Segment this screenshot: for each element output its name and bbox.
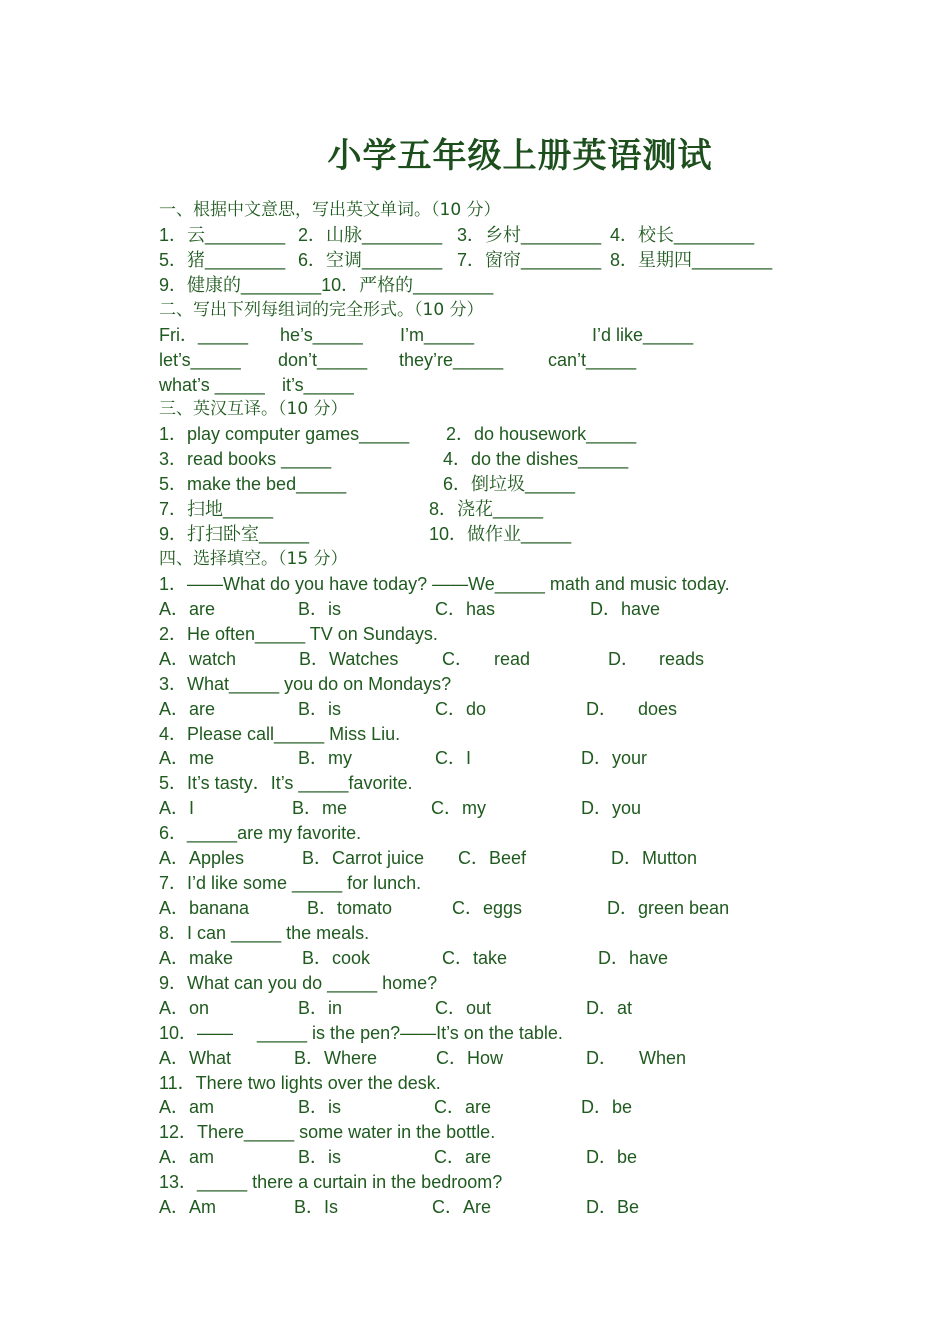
text-segment: D． [586, 1047, 617, 1068]
question-line [0, 746, 950, 771]
section-heading [0, 547, 950, 572]
text-segment: 11．There two lights over the desk. [159, 1072, 441, 1093]
text-segment: 13．_____ there a curtain in the bedroom? [159, 1172, 503, 1193]
question-line [0, 373, 950, 398]
text-segment: When [639, 1047, 687, 1068]
text-segment: A．make [159, 947, 234, 968]
question-line [0, 771, 950, 796]
question-line [0, 871, 950, 896]
question-line [0, 522, 950, 547]
text-segment: A．on [159, 997, 210, 1018]
text-segment: A．am [159, 1097, 215, 1118]
question-line [0, 597, 950, 622]
question-line [0, 896, 950, 921]
question-line [0, 647, 950, 672]
text-segment: 二、写出下列每组词的完全形式。（10 分） [159, 299, 484, 320]
text-segment: they’re_____ [399, 349, 504, 370]
text-segment: C．are [434, 1147, 492, 1168]
text-segment: 6．空调________ [298, 249, 443, 270]
text-segment: 10．—— [159, 1022, 234, 1043]
question-line [0, 722, 950, 747]
text-segment: 6．倒垃圾_____ [443, 474, 576, 495]
question-line [0, 273, 950, 298]
text-segment: 3．乡村________ [457, 224, 602, 245]
text-segment: 2．山脉________ [298, 224, 443, 245]
text-segment: 9．What can you do _____ home? [159, 972, 438, 993]
text-segment: 5．It’s tasty．It’s _____favorite. [159, 773, 413, 794]
text-segment: A．What [159, 1047, 232, 1068]
text-segment: C．eggs [452, 898, 523, 919]
text-segment: B．is [298, 698, 342, 719]
text-segment: A．Apples [159, 848, 245, 869]
question-line [0, 323, 950, 348]
question-line [0, 821, 950, 846]
text-segment: 8．浇花_____ [429, 499, 544, 520]
text-segment: D． [586, 698, 617, 719]
text-segment: does [638, 698, 678, 719]
text-segment: can’t_____ [548, 349, 637, 370]
text-segment: C．my [431, 798, 486, 819]
text-segment: B．Is [294, 1197, 339, 1218]
text-segment: 7．窗帘________ [457, 249, 602, 270]
question-line [0, 672, 950, 697]
text-segment: 1．play computer games_____ [159, 424, 410, 445]
question-line [0, 697, 950, 722]
text-segment: D．green bean [607, 898, 730, 919]
question-line [0, 1170, 950, 1195]
text-segment: 9．打扫卧室_____ [159, 524, 310, 545]
text-segment: 10．做作业_____ [429, 524, 572, 545]
text-segment: B．me [292, 798, 348, 819]
section-heading [0, 198, 950, 223]
question-line [0, 996, 950, 1021]
question-line [0, 1046, 950, 1071]
text-segment: 四、选择填空。（15 分） [159, 549, 348, 570]
question-line [0, 447, 950, 472]
text-segment: Fri．_____ [159, 324, 249, 345]
text-segment: B．in [298, 997, 343, 1018]
question-line [0, 248, 950, 273]
text-segment: 12．There_____ some water in the bottle. [159, 1122, 496, 1143]
question-line [0, 572, 950, 597]
text-segment: A．banana [159, 898, 250, 919]
section-heading [0, 298, 950, 323]
text-segment: C．Are [432, 1197, 492, 1218]
text-segment: C．Beef [458, 848, 527, 869]
text-segment: 8．I can _____ the meals. [159, 922, 370, 943]
text-segment: D．be [586, 1147, 638, 1168]
question-line [0, 971, 950, 996]
page-title: 小学五年级上册英语测试 [327, 136, 713, 176]
text-segment: 4．Please call_____ Miss Liu. [159, 723, 401, 744]
text-segment: B．Watches [299, 648, 399, 669]
text-segment: D．your [581, 748, 648, 769]
text-segment: I’d like_____ [592, 324, 694, 345]
text-segment: _____ is the pen?——It’s on the table. [257, 1022, 563, 1043]
question-line [0, 846, 950, 871]
question-line [0, 223, 950, 248]
question-line [0, 1120, 950, 1145]
text-segment: 9．健康的________10．严格的________ [159, 274, 494, 295]
text-segment: 三、英汉互译。（10 分） [159, 399, 348, 420]
text-segment: B．cook [302, 947, 371, 968]
text-segment: A．I [159, 798, 195, 819]
text-segment: 3．read books _____ [159, 449, 332, 470]
question-line [0, 622, 950, 647]
text-segment: D．Be [586, 1197, 640, 1218]
text-segment: C． [442, 648, 473, 669]
text-segment: what’s _____ [159, 374, 265, 395]
text-segment: 4．do the dishes_____ [443, 449, 629, 470]
question-line [0, 1145, 950, 1170]
text-segment: B．is [298, 1147, 342, 1168]
text-segment: 4．校长________ [610, 224, 755, 245]
text-segment: D．have [590, 598, 661, 619]
text-segment: D．be [581, 1097, 633, 1118]
text-segment: 8．星期四________ [610, 249, 773, 270]
text-segment: 7．I’d like some _____ for lunch. [159, 873, 422, 894]
text-segment: D．Mutton [611, 848, 698, 869]
text-segment: it’s_____ [282, 374, 354, 395]
text-segment: 6．_____are my favorite. [159, 823, 362, 844]
text-segment: C．has [435, 598, 496, 619]
text-segment: B．is [298, 1097, 342, 1118]
text-segment: C．take [442, 947, 508, 968]
text-segment: 7．扫地_____ [159, 499, 274, 520]
text-segment: 2．do housework_____ [446, 424, 637, 445]
text-segment: D．at [586, 997, 633, 1018]
question-line [0, 497, 950, 522]
text-segment: 5．make the bed_____ [159, 474, 347, 495]
question-line [0, 1021, 950, 1046]
question-line [0, 472, 950, 497]
text-segment: D． [608, 648, 639, 669]
text-segment: C．I [435, 748, 471, 769]
text-segment: C．out [435, 997, 492, 1018]
text-segment: he’s_____ [280, 324, 363, 345]
text-segment: 一、根据中文意思，写出英文单词。（10 分） [159, 200, 501, 220]
text-segment: B．my [298, 748, 352, 769]
text-segment: A．are [159, 698, 216, 719]
text-segment: D．you [581, 798, 642, 819]
question-line [0, 422, 950, 447]
text-segment: A．Am [159, 1197, 217, 1218]
text-segment: C．How [436, 1047, 504, 1068]
text-segment: I’m_____ [400, 324, 475, 345]
question-line [0, 348, 950, 373]
text-segment: A．are [159, 598, 216, 619]
text-segment: B．Where [294, 1047, 378, 1068]
text-segment: 1．云________ [159, 224, 286, 245]
question-line [0, 796, 950, 821]
text-segment: 3．What_____ you do on Mondays? [159, 673, 452, 694]
text-segment: B．is [298, 598, 342, 619]
question-line [0, 1071, 950, 1096]
question-line [0, 1195, 950, 1220]
text-segment: reads [659, 648, 705, 669]
text-segment: 1．——What do you have today? ——We_____ math and music today. [159, 573, 730, 594]
text-segment: D．have [598, 947, 669, 968]
text-segment: 2．He often_____ TV on Sundays. [159, 623, 438, 644]
text-segment: don’t_____ [278, 349, 368, 370]
question-line [0, 921, 950, 946]
text-segment: A．me [159, 748, 215, 769]
section-heading [0, 397, 950, 422]
question-line [0, 946, 950, 971]
text-segment: C．do [435, 698, 487, 719]
text-segment: B．tomato [307, 898, 393, 919]
text-segment: A．am [159, 1147, 215, 1168]
text-segment: C．are [434, 1097, 492, 1118]
question-line [0, 1095, 950, 1120]
text-segment: let’s_____ [159, 349, 241, 370]
text-segment: A．watch [159, 648, 237, 669]
text-segment: B．Carrot juice [302, 848, 425, 869]
text-segment: read [494, 648, 531, 669]
text-segment: 5．猪________ [159, 249, 286, 270]
